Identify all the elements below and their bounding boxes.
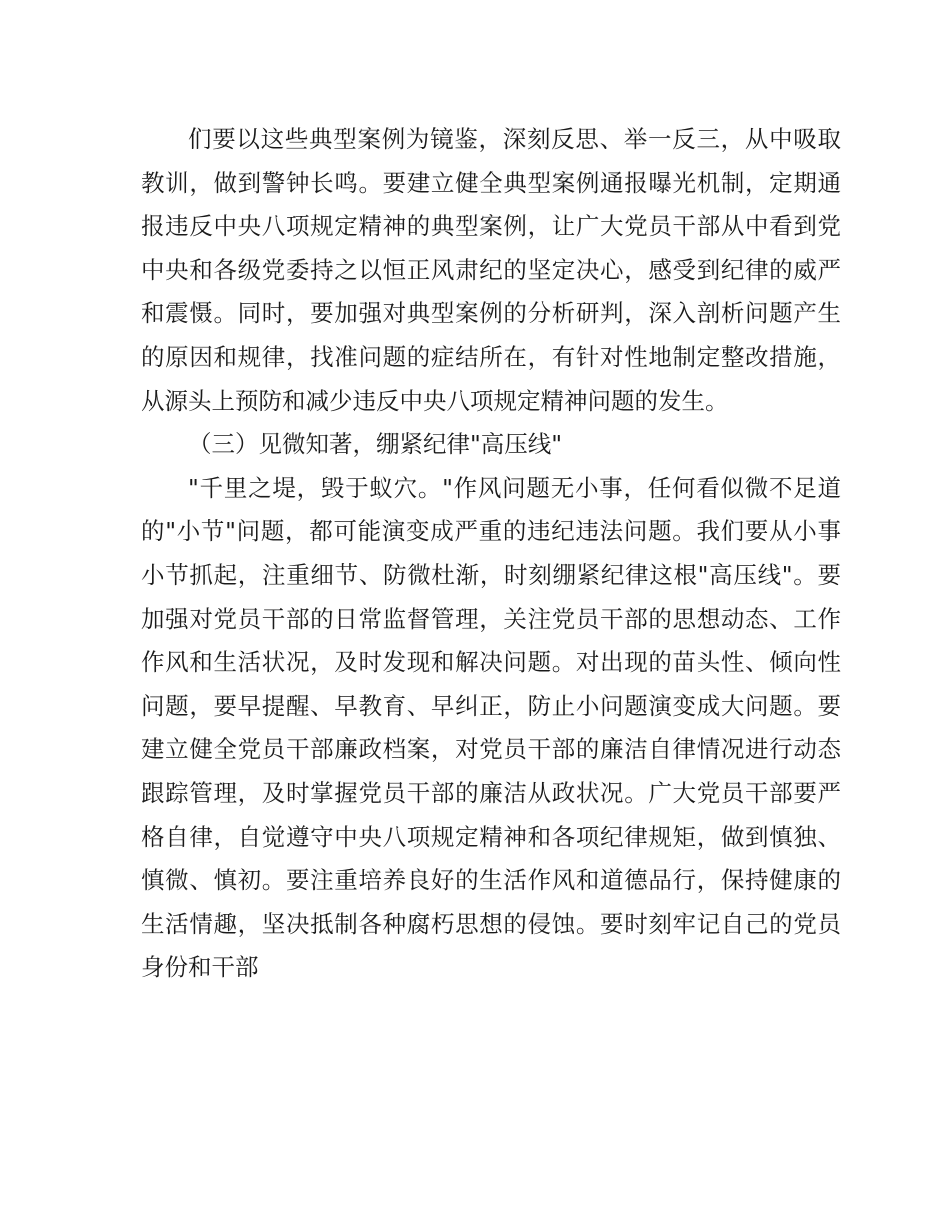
paragraph-continued: 们要以这些典型案例为镜鉴，深刻反思、举一反三，从中吸取教训，做到警钟长鸣。要建立健全典型案例通报曝光机制，定期通报违反中央八项规定精神的典型案例，让广大党员干部从中看到党中央和各级党委持之以恒正风肃纪的坚定决心，感受到纪律的威严和震慑。同时，要加强对典型案例的分析研判，深入剖析问题产生的原因和规律，找准问题的症结所在，有针对性地制定整改措施，从源头上预防和减少违反中央八项规定精神问题的发生。 [141,125,841,415]
section-heading: （三）见微知著，绷紧纪律"高压线" [188,430,563,459]
paragraph-main: "千里之堤，毁于蚁穴。"作风问题无小事，任何看似微不足道的"小节"问题，都可能演变成严重的违纪违法问题。我们要从小事小节抓起，注重细节、防微杜渐，时刻绷紧纪律这根"高压线"。要加强对党员干部的日常监督管理，关注党员干部的思想动态、工作作风和生活状况，及时发现和解决问题。对出现的苗头性、倾向性问题，要早提醒、早教育、早纠正，防止小问题演变成大问题。要建立健全党员干部廉政档案，对党员干部的廉洁自律情况进行动态跟踪管理，及时掌握党员干部的廉洁从政状况。广大党员干部要严格自律，自觉遵守中央八项规定精神和各项纪律规矩，做到慎独、慎微、慎初。要注重培养良好的生活作风和道德品行，保持健康的生活情趣，坚决抵制各种腐朽思想的侵蚀。要时刻牢记自己的党员身份和干部 [141,473,841,982]
document-body [141,118,841,990]
